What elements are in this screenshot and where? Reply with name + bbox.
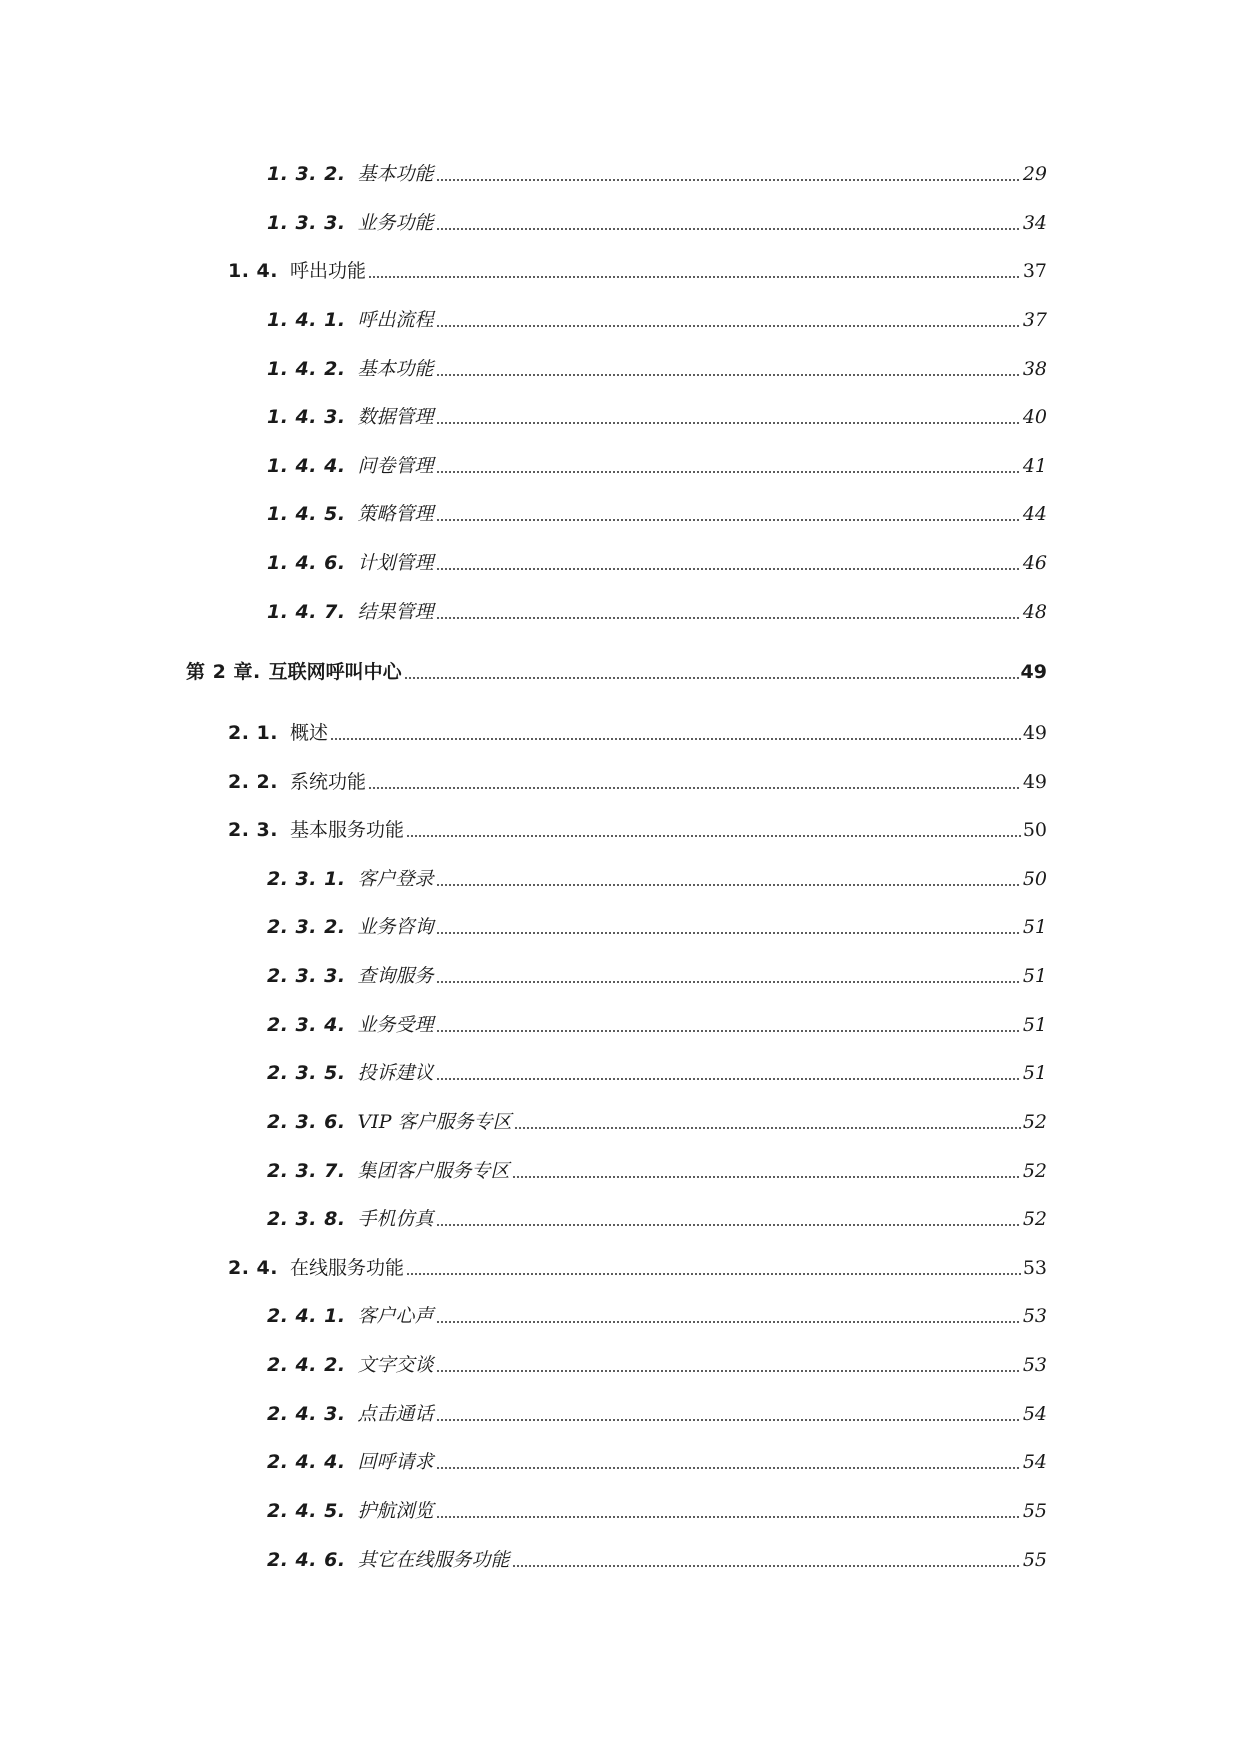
toc-dot-leader bbox=[436, 1030, 1021, 1032]
toc-entry-title: 数据管理 bbox=[357, 406, 434, 428]
toc-entry-page-number: 50 bbox=[1022, 819, 1047, 841]
toc-entry-title: 计划管理 bbox=[357, 552, 434, 574]
toc-entry-1-3-2[interactable] bbox=[267, 159, 1047, 189]
toc-dot-leader bbox=[436, 1078, 1021, 1080]
toc-entry-number: 1. 4. 5. bbox=[267, 503, 346, 525]
toc-entry-page-number: 55 bbox=[1022, 1549, 1047, 1571]
toc-entry-page-number: 53 bbox=[1022, 1257, 1047, 1279]
toc-dot-leader bbox=[436, 884, 1021, 886]
toc-entry-page-number: 53 bbox=[1022, 1305, 1047, 1327]
toc-entry-title: 呼出功能 bbox=[290, 260, 367, 282]
toc-entry-page-number: 54 bbox=[1022, 1403, 1047, 1425]
toc-entry-2-4-3[interactable] bbox=[267, 1399, 1047, 1429]
toc-entry-page-number: 51 bbox=[1022, 916, 1047, 938]
toc-entry-number: 2. 3. 5. bbox=[267, 1062, 346, 1084]
toc-entry-2-3-6[interactable] bbox=[267, 1107, 1047, 1137]
toc-entry-1-4[interactable] bbox=[228, 256, 1047, 286]
toc-entry-title: 手机仿真 bbox=[357, 1208, 434, 1230]
toc-entry-page-number: 29 bbox=[1022, 163, 1047, 185]
toc-dot-leader bbox=[406, 835, 1021, 837]
toc-entry-2-3-5[interactable] bbox=[267, 1058, 1047, 1088]
toc-dot-leader bbox=[436, 179, 1021, 181]
toc-entry-title: 业务功能 bbox=[357, 212, 434, 234]
toc-entry-number: 1. 4. 6. bbox=[267, 552, 346, 574]
toc-dot-leader bbox=[436, 1419, 1021, 1421]
toc-entry-2-4-4[interactable] bbox=[267, 1447, 1047, 1477]
toc-entry-page-number: 48 bbox=[1022, 601, 1047, 623]
toc-entry-2-4[interactable] bbox=[228, 1253, 1047, 1283]
toc-entry-page-number: 38 bbox=[1022, 358, 1047, 380]
toc-dot-leader bbox=[406, 1273, 1021, 1275]
toc-entry-title: 回呼请求 bbox=[357, 1451, 434, 1473]
toc-entry-2-3-4[interactable] bbox=[267, 1010, 1047, 1040]
toc-entry-title: 护航浏览 bbox=[357, 1500, 434, 1522]
toc-entry-title: 业务受理 bbox=[357, 1014, 434, 1036]
toc-entry-number: 2. 3. 8. bbox=[267, 1208, 346, 1230]
toc-dot-leader bbox=[330, 738, 1021, 740]
toc-dot-leader bbox=[436, 471, 1021, 473]
toc-entry-title: 其它在线服务功能 bbox=[357, 1549, 510, 1571]
toc-entry-1-4-1[interactable] bbox=[267, 305, 1047, 335]
toc-entry-title: 呼出流程 bbox=[357, 309, 434, 331]
toc-entry-page-number: 51 bbox=[1022, 965, 1047, 987]
toc-entry-page-number: 49 bbox=[1022, 722, 1047, 744]
toc-entry-2-3-7[interactable] bbox=[267, 1156, 1047, 1186]
toc-entry-2-1[interactable] bbox=[228, 718, 1047, 748]
toc-dot-leader bbox=[436, 981, 1021, 983]
toc-entry-number: 2. 3. 7. bbox=[267, 1160, 346, 1182]
toc-dot-leader bbox=[436, 519, 1021, 521]
toc-entry-2-3-1[interactable] bbox=[267, 864, 1047, 894]
toc-entry-title: 查询服务 bbox=[357, 965, 434, 987]
toc-entry-chapter-2[interactable] bbox=[186, 657, 1047, 687]
toc-entry-title: 点击通话 bbox=[357, 1403, 434, 1425]
toc-entry-number: 1. 3. 3. bbox=[267, 212, 346, 234]
toc-dot-leader bbox=[436, 617, 1021, 619]
toc-entry-page-number: 52 bbox=[1022, 1111, 1047, 1133]
toc-entry-page-number: 49 bbox=[1022, 771, 1047, 793]
toc-entry-page-number: 34 bbox=[1022, 212, 1047, 234]
toc-entry-page-number: 37 bbox=[1022, 260, 1047, 282]
toc-entry-1-4-3[interactable] bbox=[267, 402, 1047, 432]
toc-dot-leader bbox=[436, 932, 1021, 934]
toc-entry-number: 2. 4. bbox=[228, 1257, 278, 1279]
toc-entry-number: 1. 4. 4. bbox=[267, 455, 346, 477]
toc-entry-2-3-3[interactable] bbox=[267, 961, 1047, 991]
toc-dot-leader bbox=[436, 422, 1021, 424]
toc-dot-leader bbox=[436, 228, 1021, 230]
toc-entry-page-number: 44 bbox=[1022, 503, 1047, 525]
toc-entry-number: 2. 3. bbox=[228, 819, 278, 841]
toc-entry-title: 结果管理 bbox=[357, 601, 434, 623]
toc-entry-title: 基本功能 bbox=[357, 163, 434, 185]
toc-dot-leader bbox=[512, 1176, 1021, 1178]
toc-entry-number: 2. 3. 6. bbox=[267, 1111, 346, 1133]
toc-entry-1-3-3[interactable] bbox=[267, 208, 1047, 238]
toc-entry-2-4-5[interactable] bbox=[267, 1496, 1047, 1526]
toc-entry-title: 投诉建议 bbox=[357, 1062, 434, 1084]
toc-entry-page-number: 50 bbox=[1022, 868, 1047, 890]
toc-entry-title: 策略管理 bbox=[357, 503, 434, 525]
toc-entry-title: 基本功能 bbox=[357, 358, 434, 380]
toc-dot-leader bbox=[368, 787, 1021, 789]
toc-entry-page-number: 52 bbox=[1022, 1160, 1047, 1182]
toc-dot-leader bbox=[436, 568, 1021, 570]
toc-entry-number: 2. 1. bbox=[228, 722, 278, 744]
toc-dot-leader bbox=[436, 1467, 1021, 1469]
toc-entry-number: 2. 4. 6. bbox=[267, 1549, 346, 1571]
toc-entry-2-3-8[interactable] bbox=[267, 1204, 1047, 1234]
toc-entry-2-3[interactable] bbox=[228, 815, 1047, 845]
toc-entry-title: 基本服务功能 bbox=[290, 819, 405, 841]
toc-entry-title: 互联网呼叫中心 bbox=[268, 661, 402, 683]
toc-entry-number: 1. 4. 7. bbox=[267, 601, 346, 623]
toc-entry-number: 1. 4. 1. bbox=[267, 309, 346, 331]
toc-entry-title: 业务咨询 bbox=[357, 916, 434, 938]
toc-entry-2-4-1[interactable] bbox=[267, 1301, 1047, 1331]
toc-entry-number: 2. 4. 5. bbox=[267, 1500, 346, 1522]
toc-dot-leader bbox=[436, 1516, 1021, 1518]
toc-entry-2-4-2[interactable] bbox=[267, 1350, 1047, 1380]
toc-dot-leader bbox=[404, 677, 1019, 679]
toc-dot-leader bbox=[436, 325, 1021, 327]
toc-entry-page-number: 49 bbox=[1020, 661, 1047, 683]
toc-entry-page-number: 37 bbox=[1022, 309, 1047, 331]
toc-entry-2-3-2[interactable] bbox=[267, 912, 1047, 942]
toc-entry-number: 1. 3. 2. bbox=[267, 163, 346, 185]
toc-entry-page-number: 51 bbox=[1022, 1014, 1047, 1036]
toc-entry-number: 2. 4. 3. bbox=[267, 1403, 346, 1425]
toc-dot-leader bbox=[436, 374, 1021, 376]
toc-entry-page-number: 41 bbox=[1022, 455, 1047, 477]
toc-entry-title: 在线服务功能 bbox=[290, 1257, 405, 1279]
toc-entry-number: 2. 2. bbox=[228, 771, 278, 793]
toc-entry-number: 第 2 章. bbox=[186, 661, 261, 683]
toc-dot-leader bbox=[436, 1224, 1021, 1226]
toc-entry-page-number: 52 bbox=[1022, 1208, 1047, 1230]
toc-dot-leader bbox=[514, 1127, 1021, 1129]
toc-entry-number: 2. 3. 4. bbox=[267, 1014, 346, 1036]
toc-entry-number: 1. 4. 2. bbox=[267, 358, 346, 380]
toc-entry-page-number: 54 bbox=[1022, 1451, 1047, 1473]
toc-entry-title: 客户心声 bbox=[357, 1305, 434, 1327]
toc-entry-page-number: 53 bbox=[1022, 1354, 1047, 1376]
toc-entry-title: 系统功能 bbox=[290, 771, 367, 793]
toc-entry-number: 2. 4. 2. bbox=[267, 1354, 346, 1376]
toc-entry-1-4-5[interactable] bbox=[267, 499, 1047, 529]
toc-entry-title: VIP 客户服务专区 bbox=[357, 1111, 512, 1133]
toc-dot-leader bbox=[368, 276, 1021, 278]
toc-entry-page-number: 46 bbox=[1022, 552, 1047, 574]
toc-entry-page-number: 40 bbox=[1022, 406, 1047, 428]
toc-entry-number: 2. 3. 3. bbox=[267, 965, 346, 987]
toc-entry-title: 集团客户服务专区 bbox=[357, 1160, 510, 1182]
toc-entry-title: 概述 bbox=[290, 722, 329, 744]
toc-entry-number: 1. 4. bbox=[228, 260, 278, 282]
toc-entry-1-4-2[interactable] bbox=[267, 354, 1047, 384]
toc-entry-number: 2. 3. 2. bbox=[267, 916, 346, 938]
toc-entry-number: 1. 4. 3. bbox=[267, 406, 346, 428]
toc-entry-title: 客户登录 bbox=[357, 868, 434, 890]
toc-entry-1-4-7[interactable] bbox=[267, 597, 1047, 627]
toc-entry-1-4-4[interactable] bbox=[267, 451, 1047, 481]
toc-entry-page-number: 55 bbox=[1022, 1500, 1047, 1522]
toc-dot-leader bbox=[512, 1565, 1021, 1567]
toc-entry-number: 2. 4. 4. bbox=[267, 1451, 346, 1473]
toc-dot-leader bbox=[436, 1370, 1021, 1372]
toc-entry-title: 问卷管理 bbox=[357, 455, 434, 477]
toc-dot-leader bbox=[436, 1321, 1021, 1323]
toc-entry-1-4-6[interactable] bbox=[267, 548, 1047, 578]
toc-entry-number: 2. 4. 1. bbox=[267, 1305, 346, 1327]
toc-entry-title: 文字交谈 bbox=[357, 1354, 434, 1376]
toc-entry-number: 2. 3. 1. bbox=[267, 868, 346, 890]
toc-entry-2-2[interactable] bbox=[228, 767, 1047, 797]
toc-entry-2-4-6[interactable] bbox=[267, 1545, 1047, 1575]
toc-entry-page-number: 51 bbox=[1022, 1062, 1047, 1084]
